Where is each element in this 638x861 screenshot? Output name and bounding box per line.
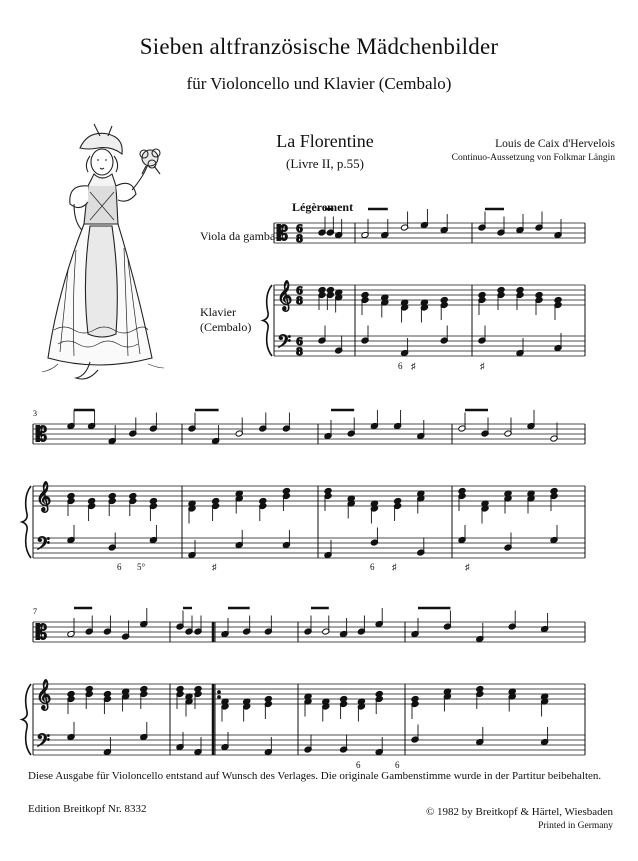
page-title: Sieben altfranzösische Mädchenbilder — [139, 34, 499, 59]
treble-clef: 𝄞 — [277, 281, 293, 311]
brace — [22, 486, 31, 558]
footnote: Diese Ausgabe für Violoncello entstand auf Wunsch des Verlages. Die originale Gambenstimme wurde in der Partitur beibehalten. — [28, 770, 602, 782]
figured-bass-number: ♯ — [212, 562, 217, 572]
tempo-marking: Légèrement — [292, 200, 354, 214]
figured-bass — [117, 361, 485, 770]
continuo-credit: Continuo-Aussetzung von Folkmar Längin — [451, 153, 615, 163]
measure-number: 7 — [33, 607, 37, 616]
figured-bass-number: 6 — [398, 361, 403, 371]
figured-bass-number: ♯ — [392, 562, 397, 572]
barlines — [33, 223, 585, 755]
alto-clef: 𝄡 — [277, 221, 289, 245]
repeat-dot — [218, 696, 221, 699]
time-signature-top: 6 — [296, 337, 303, 348]
composer-name: Louis de Caix d'Hervelois — [495, 138, 615, 150]
page-subtitle: für Violoncello und Klavier (Cembalo) — [186, 74, 452, 93]
figured-bass-number: ♯ — [480, 361, 485, 371]
copyright-notice: © 1982 by Breitkopf & Härtel, Wiesbaden — [425, 806, 613, 818]
brace — [263, 285, 272, 356]
figured-bass-number: ♯ — [465, 562, 470, 572]
time-signature-bottom: 8 — [296, 347, 303, 358]
time-signature-bottom: 8 — [296, 296, 303, 307]
instrument-label-klavier-line2: (Cembalo) — [200, 320, 252, 334]
brace — [22, 684, 31, 755]
instrument-label-viola: Viola da gamba — [200, 229, 276, 243]
time-signature-top: 6 — [296, 224, 303, 235]
instrument-label-klavier-line1: Klavier — [200, 305, 236, 319]
time-signature-bottom: 8 — [296, 234, 303, 245]
notes — [22, 209, 562, 756]
treble-clef: 𝄞 — [36, 482, 52, 512]
figured-bass-number: 6 — [356, 760, 361, 770]
figured-bass-number: 6 — [117, 562, 122, 572]
figured-bass-number: 5° — [137, 562, 146, 572]
piece-source: (Livre II, p.55) — [286, 156, 364, 171]
edition-number: Edition Breitkopf Nr. 8332 — [28, 803, 147, 815]
figured-bass-number: 6 — [370, 562, 375, 572]
time-signature-top: 6 — [296, 286, 303, 297]
alto-clef: 𝄡 — [36, 422, 48, 446]
bass-clef: 𝄢 — [277, 332, 292, 357]
figured-bass-number: ♯ — [411, 361, 416, 371]
repeat-dot — [218, 691, 221, 694]
bass-clef: 𝄢 — [36, 731, 51, 756]
staff-lines — [33, 223, 585, 755]
alto-clef: 𝄡 — [36, 620, 48, 644]
treble-clef: 𝄞 — [36, 680, 52, 710]
bass-clef: 𝄢 — [36, 534, 51, 559]
measure-number: 3 — [33, 409, 37, 418]
piece-title: La Florentine — [276, 131, 374, 151]
figured-bass-number: 6 — [395, 760, 400, 770]
printed-in: Printed in Germany — [538, 821, 613, 831]
